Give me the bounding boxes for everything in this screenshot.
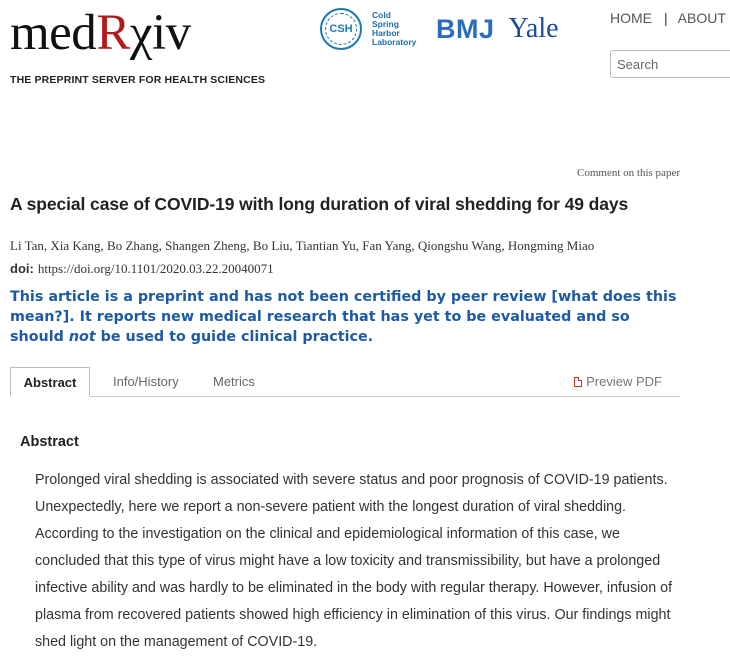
logo-part-r: R: [96, 5, 130, 61]
doi-link[interactable]: https://doi.org/10.1101/2020.03.22.20040071: [37, 261, 274, 276]
tab-abstract[interactable]: Abstract: [10, 367, 90, 397]
abstract-body: Prolonged viral shedding is associated with severe status and poor prognosis of COVID-19 patients. Unexpectedly, here we report a non-severe patient with the longest duration of viral shedding. According to the investigation on the clinical and epidemiological information of this case, we concluded that this type of virus might have a low toxicity and transmissibility, but have a prolonged infective ability and was hardly to be eliminated in the body with regular therapy. However, infusion of plasma from recovered patients showed high efficiency in elimination of this virus. Our findings might shed light on the management of COVID-19.: [35, 472, 673, 650]
pdf-file-icon: [574, 377, 582, 387]
logo-part-xiv: χiv: [129, 5, 191, 61]
csh-logo[interactable]: [320, 8, 422, 50]
nav-home-link[interactable]: HOME: [610, 10, 652, 26]
logo-part-med: med: [10, 5, 97, 61]
abstract-heading: Abstract: [20, 434, 79, 450]
preview-pdf-link[interactable]: [574, 367, 662, 396]
logo-tagline: THE PREPRINT SERVER FOR HEALTH SCIENCES: [10, 74, 266, 86]
medrxiv-logo[interactable]: [10, 5, 266, 86]
comment-on-paper-link[interactable]: Comment on this paper: [577, 167, 680, 179]
csh-seal-icon: [320, 8, 362, 50]
article-title: A special case of COVID-19 with long duration of viral shedding for 49 days: [10, 194, 629, 214]
article-tabs: [10, 367, 680, 397]
doi-label: doi:: [10, 261, 34, 276]
partner-logos: [320, 8, 559, 50]
csh-abbr: CSH: [329, 23, 353, 35]
preview-pdf-label: Preview PDF: [586, 374, 662, 389]
author-list[interactable]: Li Tan, Xia Kang, Bo Zhang, Shangen Zheng, Bo Liu, Tiantian Yu, Fan Yang, Qiongshu Wang, Hongming Miao: [10, 238, 595, 253]
doi-line: [10, 261, 274, 277]
csh-name: Cold Spring Harbor Laboratory: [372, 10, 417, 47]
preprint-notice: [10, 287, 680, 347]
tab-metrics[interactable]: Metrics: [213, 374, 255, 389]
notice-text-1: This article is a preprint and has not been certified by peer review [what does this mean?]. It reports new medical research that has yet to be evaluated and so should: [10, 289, 677, 345]
notice-emphasis: not: [68, 329, 96, 345]
tab-info-history[interactable]: Info/History: [113, 374, 179, 389]
nav-separator: |: [664, 10, 668, 26]
top-nav: [610, 10, 726, 26]
notice-text-2: be used to guide clinical practice.: [95, 329, 374, 345]
bmj-logo[interactable]: BMJ: [436, 13, 495, 44]
nav-about-link[interactable]: ABOUT: [677, 10, 726, 26]
yale-logo[interactable]: Yale: [508, 13, 559, 44]
search-input[interactable]: [610, 50, 730, 78]
logo-wordmark: [10, 5, 265, 61]
